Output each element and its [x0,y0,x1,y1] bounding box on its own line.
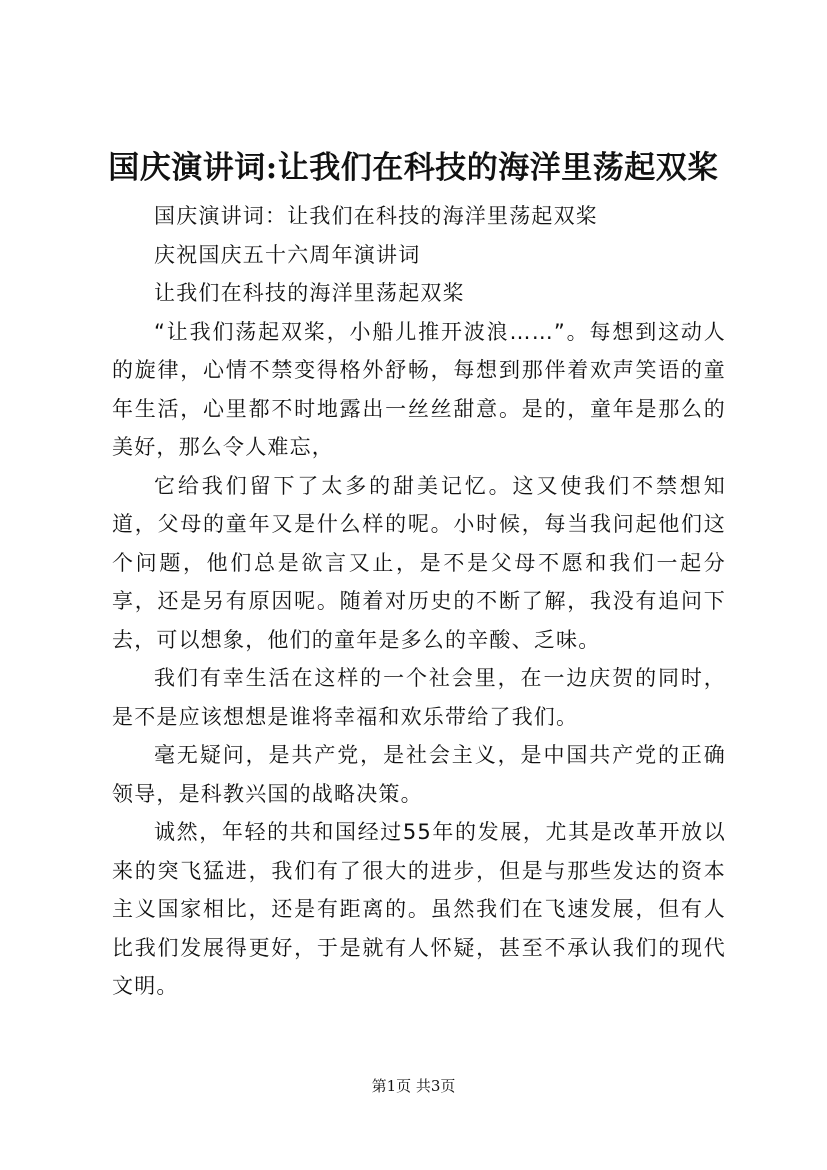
document-title: 国庆演讲词:让我们在科技的海洋里荡起双桨 [108,150,719,186]
paragraph-3: 我们有幸生活在这样的一个社会里，在一边庆贺的同时，是不是应该想想是谁将幸福和欢乐带给了我们。 [112,666,726,729]
paragraph-5: 诚然，年轻的共和国经过55年的发展，尤其是改革开放以来的突飞猛进，我们有了很大的进步，但是与那些发达的资本主义国家相比，还是有距离的。虽然我们在飞速发展，但有人比我们发展得更好，于是就有人怀疑，甚至不承认我们的现代文明。 [112,820,726,998]
paragraph-1: “让我们荡起双桨，小船儿推开波浪……”。每想到这动人的旋律，心情不禁变得格外舒畅，每想到那伴着欢声笑语的童年生活，心里都不时地露出一丝丝甜意。是的，童年是那么的美好，那么令人难忘， [112,319,726,459]
paragraph-subtitle-2: 庆祝国庆五十六周年演讲词 [154,242,421,267]
paragraph-4: 毫无疑问，是共产党，是社会主义，是中国共产党的正确领导，是科教兴国的战略决策。 [112,743,726,806]
page-footer: 第1页 共3页 [371,1077,456,1095]
paragraph-2: 它给我们留下了太多的甜美记忆。这又使我们不禁想知道，父母的童年又是什么样的呢。小时候，每当我问起他们这个问题，他们总是欲言又止，是不是父母不愿和我们一起分享，还是另有原因呢。随着对历史的不断了解，我没有追问下去，可以想象，他们的童年是多么的辛酸、乏味。 [112,473,726,652]
paragraph-subtitle-1: 国庆演讲词：让我们在科技的海洋里荡起双桨 [154,204,598,228]
document-body [112,197,726,1006]
paragraph-subtitle-3: 让我们在科技的海洋里荡起双桨 [154,281,465,305]
